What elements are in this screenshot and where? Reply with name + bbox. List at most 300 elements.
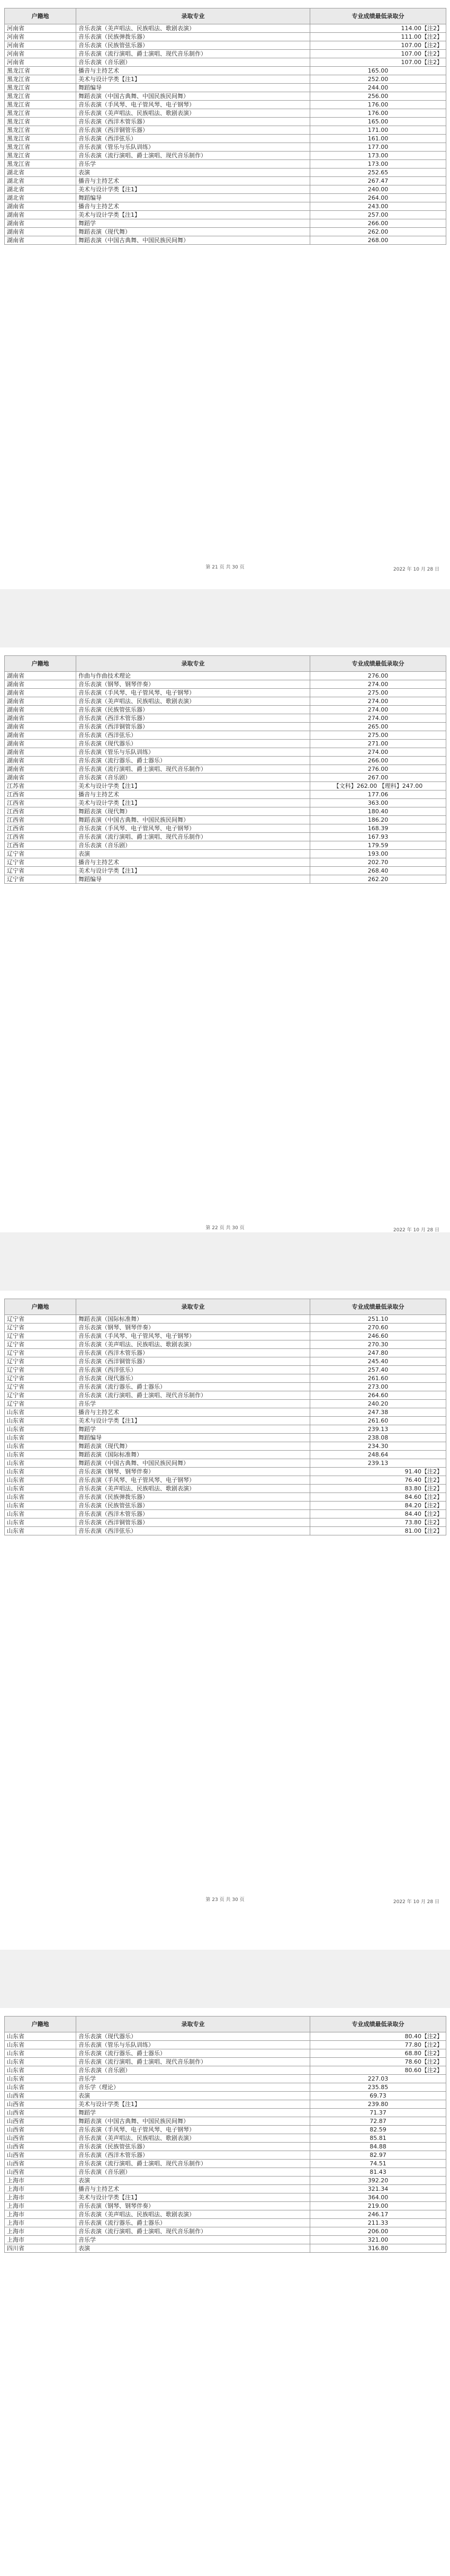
cell-major: 音乐表演（美声唱法、民族唱法、歌剧表演） bbox=[76, 1340, 310, 1349]
cell-major: 播音与主持艺术 bbox=[76, 2185, 310, 2193]
cell-province: 湖南省 bbox=[5, 731, 76, 740]
table-row bbox=[5, 84, 446, 92]
cell-major: 音乐表演（管乐与乐队训练） bbox=[76, 2041, 310, 2049]
cell-province: 湖南省 bbox=[5, 202, 76, 211]
cell-province: 上海市 bbox=[5, 2185, 76, 2193]
cell-major: 音乐学 bbox=[76, 160, 310, 168]
table-row bbox=[5, 2227, 446, 2236]
cell-province: 山西省 bbox=[5, 2126, 76, 2134]
cell-major: 播音与主持艺术 bbox=[76, 858, 310, 867]
table-row bbox=[5, 1493, 446, 1502]
table-row bbox=[5, 2177, 446, 2185]
cell-major: 舞蹈表演（现代舞） bbox=[76, 228, 310, 236]
cell-score: 80.60【注2】 bbox=[310, 2066, 446, 2075]
table-row bbox=[5, 680, 446, 689]
table-row bbox=[5, 236, 446, 245]
cell-province: 湖南省 bbox=[5, 757, 76, 765]
cell-province: 辽宁省 bbox=[5, 1340, 76, 1349]
table-row bbox=[5, 1323, 446, 1332]
cell-score: 69.73 bbox=[310, 2092, 446, 2100]
table-row bbox=[5, 2168, 446, 2177]
table-row bbox=[5, 1502, 446, 1510]
cell-province: 黑龙江省 bbox=[5, 67, 76, 75]
cell-major: 音乐表演（流行演唱、爵士演唱、现代音乐制作） bbox=[76, 1391, 310, 1400]
cell-major: 音乐表演（手风琴、电子管风琴、电子钢琴） bbox=[76, 101, 310, 109]
cell-score: 91.40【注2】 bbox=[310, 1468, 446, 1476]
cell-score: 193.00 bbox=[310, 850, 446, 858]
cell-score: 227.03 bbox=[310, 2075, 446, 2083]
cell-province: 山东省 bbox=[5, 1502, 76, 1510]
cell-score: 274.00 bbox=[310, 706, 446, 714]
cell-major: 表演 bbox=[76, 2244, 310, 2253]
cell-score: 266.00 bbox=[310, 219, 446, 228]
cell-province: 湖北省 bbox=[5, 168, 76, 177]
cell-score: 202.70 bbox=[310, 858, 446, 867]
table-row bbox=[5, 152, 446, 160]
cell-score: 78.60【注2】 bbox=[310, 2058, 446, 2066]
cell-major: 音乐表演（西洋铜管乐器） bbox=[76, 126, 310, 135]
cell-major: 音乐表演（流行器乐、爵士器乐） bbox=[76, 1383, 310, 1391]
table-row bbox=[5, 185, 446, 194]
cell-major: 音乐表演（西洋铜管乐器） bbox=[76, 1357, 310, 1366]
cell-score: 245.40 bbox=[310, 1357, 446, 1366]
cell-major: 美术与设计学类【注1】 bbox=[76, 185, 310, 194]
cell-score: 270.30 bbox=[310, 1340, 446, 1349]
table-row bbox=[5, 1476, 446, 1485]
table-row bbox=[5, 858, 446, 867]
cell-province: 黑龙江省 bbox=[5, 143, 76, 152]
cell-province: 湖南省 bbox=[5, 714, 76, 723]
cell-province: 辽宁省 bbox=[5, 1383, 76, 1391]
cell-score: 168.39 bbox=[310, 824, 446, 833]
table-row bbox=[5, 219, 446, 228]
admission-score-table bbox=[4, 655, 446, 884]
cell-score: 252.65 bbox=[310, 168, 446, 177]
cell-major: 舞蹈学 bbox=[76, 219, 310, 228]
cell-province: 江西省 bbox=[5, 790, 76, 799]
cell-province: 辽宁省 bbox=[5, 1374, 76, 1383]
cell-score: 161.00 bbox=[310, 135, 446, 143]
table-row bbox=[5, 126, 446, 135]
cell-major: 音乐学（理论） bbox=[76, 2083, 310, 2092]
cell-province: 湖南省 bbox=[5, 689, 76, 697]
cell-major: 美术与设计学类【注1】 bbox=[76, 867, 310, 875]
table-row bbox=[5, 135, 446, 143]
cell-major: 音乐表演（流行演唱、爵士演唱、现代音乐制作） bbox=[76, 2058, 310, 2066]
cell-major: 美术与设计学类【注1】 bbox=[76, 75, 310, 84]
cell-province: 山西省 bbox=[5, 2117, 76, 2126]
cell-province: 山东省 bbox=[5, 2066, 76, 2075]
cell-province: 山东省 bbox=[5, 1408, 76, 1417]
cell-province: 辽宁省 bbox=[5, 1315, 76, 1323]
cell-score: 167.93 bbox=[310, 833, 446, 841]
cell-score: 234.30 bbox=[310, 1442, 446, 1451]
cell-major: 美术与设计学类【注1】 bbox=[76, 2193, 310, 2202]
table-row bbox=[5, 58, 446, 67]
cell-score: 179.59 bbox=[310, 841, 446, 850]
cell-province: 山东省 bbox=[5, 1493, 76, 1502]
table-row bbox=[5, 2134, 446, 2143]
cell-province: 湖南省 bbox=[5, 680, 76, 689]
table-row bbox=[5, 2185, 446, 2193]
cell-province: 辽宁省 bbox=[5, 858, 76, 867]
cell-score: 266.00 bbox=[310, 757, 446, 765]
table-row bbox=[5, 2041, 446, 2049]
cell-province: 辽宁省 bbox=[5, 1323, 76, 1332]
cell-score: 240.20 bbox=[310, 1400, 446, 1408]
table-row bbox=[5, 757, 446, 765]
cell-major: 舞蹈编导 bbox=[76, 84, 310, 92]
cell-province: 黑龙江省 bbox=[5, 152, 76, 160]
cell-score: 165.00 bbox=[310, 118, 446, 126]
table-row bbox=[5, 168, 446, 177]
cell-score: 257.40 bbox=[310, 1366, 446, 1374]
table-row bbox=[5, 765, 446, 774]
table-row bbox=[5, 2100, 446, 2109]
cell-score: 176.00 bbox=[310, 101, 446, 109]
cell-province: 河南省 bbox=[5, 24, 76, 33]
cell-score: 239.13 bbox=[310, 1425, 446, 1434]
table-row bbox=[5, 2032, 446, 2041]
cell-major: 作曲与作曲技术理论 bbox=[76, 672, 310, 680]
header-province: 户籍地 bbox=[5, 656, 76, 672]
table-row bbox=[5, 1340, 446, 1349]
cell-province: 江西省 bbox=[5, 841, 76, 850]
cell-score: 107.00【注2】 bbox=[310, 58, 446, 67]
cell-province: 辽宁省 bbox=[5, 1391, 76, 1400]
cell-province: 山东省 bbox=[5, 2032, 76, 2041]
cell-score: 247.80 bbox=[310, 1349, 446, 1357]
cell-major: 舞蹈表演（中国古典舞、中国民族民间舞） bbox=[76, 236, 310, 245]
cell-score: 321.00 bbox=[310, 2236, 446, 2244]
cell-major: 表演 bbox=[76, 2092, 310, 2100]
cell-major: 舞蹈学 bbox=[76, 2109, 310, 2117]
cell-score: 84.60【注2】 bbox=[310, 1493, 446, 1502]
table-row bbox=[5, 782, 446, 790]
cell-province: 山西省 bbox=[5, 2100, 76, 2109]
cell-province: 山东省 bbox=[5, 1527, 76, 1535]
cell-province: 黑龙江省 bbox=[5, 84, 76, 92]
table-row bbox=[5, 2126, 446, 2134]
table-row bbox=[5, 1400, 446, 1408]
cell-major: 播音与主持艺术 bbox=[76, 177, 310, 185]
table-row bbox=[5, 41, 446, 50]
cell-score: 264.60 bbox=[310, 1391, 446, 1400]
cell-major: 音乐学 bbox=[76, 2236, 310, 2244]
cell-score: 84.40【注2】 bbox=[310, 1510, 446, 1518]
cell-province: 辽宁省 bbox=[5, 850, 76, 858]
cell-score: 275.00 bbox=[310, 731, 446, 740]
table-row bbox=[5, 143, 446, 152]
cell-score: 238.08 bbox=[310, 1434, 446, 1442]
cell-province: 湖南省 bbox=[5, 748, 76, 757]
cell-province: 山东省 bbox=[5, 2075, 76, 2083]
cell-major: 音乐表演（手风琴、电子管风琴、电子钢琴） bbox=[76, 824, 310, 833]
page-date: 2022 年 10 月 28 日 bbox=[393, 567, 439, 572]
table-row bbox=[5, 1417, 446, 1425]
admission-score-table bbox=[4, 2016, 446, 2253]
cell-score: 186.20 bbox=[310, 816, 446, 824]
cell-score: 107.00【注2】 bbox=[310, 50, 446, 58]
cell-province: 辽宁省 bbox=[5, 1349, 76, 1357]
cell-score: 265.00 bbox=[310, 723, 446, 731]
table-row bbox=[5, 689, 446, 697]
cell-major: 音乐表演（音乐剧） bbox=[76, 2168, 310, 2177]
cell-major: 音乐表演（音乐剧） bbox=[76, 2066, 310, 2075]
cell-province: 山东省 bbox=[5, 1518, 76, 1527]
cell-major: 美术与设计学类【注1】 bbox=[76, 211, 310, 219]
cell-score: 【文科】262.00 【理科】247.00 bbox=[310, 782, 446, 790]
table-row bbox=[5, 1485, 446, 1493]
cell-score: 246.60 bbox=[310, 1332, 446, 1340]
cell-province: 湖北省 bbox=[5, 177, 76, 185]
table-row bbox=[5, 731, 446, 740]
cell-province: 上海市 bbox=[5, 2193, 76, 2202]
cell-province: 山西省 bbox=[5, 2160, 76, 2168]
table-row bbox=[5, 1451, 446, 1459]
cell-province: 江西省 bbox=[5, 816, 76, 824]
cell-score: 268.00 bbox=[310, 236, 446, 245]
cell-score: 262.20 bbox=[310, 875, 446, 884]
cell-province: 湖北省 bbox=[5, 185, 76, 194]
cell-province: 湖南省 bbox=[5, 697, 76, 706]
cell-province: 湖南省 bbox=[5, 723, 76, 731]
table-row bbox=[5, 1349, 446, 1357]
cell-score: 275.00 bbox=[310, 689, 446, 697]
table-row bbox=[5, 816, 446, 824]
table-row bbox=[5, 850, 446, 858]
cell-province: 黑龙江省 bbox=[5, 135, 76, 143]
cell-score: 256.00 bbox=[310, 92, 446, 101]
cell-major: 播音与主持艺术 bbox=[76, 67, 310, 75]
cell-score: 171.00 bbox=[310, 126, 446, 135]
header-major: 录取专业 bbox=[76, 1299, 310, 1315]
cell-major: 音乐表演（流行演唱、爵士演唱、现代音乐制作） bbox=[76, 152, 310, 160]
cell-score: 271.00 bbox=[310, 740, 446, 748]
cell-major: 音乐表演（西洋木管乐器） bbox=[76, 118, 310, 126]
table-header-row bbox=[5, 8, 446, 24]
cell-major: 音乐表演（流行器乐、爵士器乐） bbox=[76, 2219, 310, 2227]
table-row bbox=[5, 2049, 446, 2058]
cell-score: 206.00 bbox=[310, 2227, 446, 2236]
page-date: 2022 年 10 月 28 日 bbox=[393, 1228, 439, 1233]
cell-score: 165.00 bbox=[310, 67, 446, 75]
table-row bbox=[5, 2058, 446, 2066]
cell-major: 音乐表演（民族弹拨乐器） bbox=[76, 1493, 310, 1502]
cell-score: 71.37 bbox=[310, 2109, 446, 2117]
table-row bbox=[5, 109, 446, 118]
page-date: 2022 年 10 月 28 日 bbox=[393, 1899, 439, 1905]
cell-major: 美术与设计学类【注1】 bbox=[76, 1417, 310, 1425]
table-row bbox=[5, 1510, 446, 1518]
table-row bbox=[5, 2109, 446, 2117]
cell-score: 252.00 bbox=[310, 75, 446, 84]
cell-score: 261.60 bbox=[310, 1374, 446, 1383]
header-major: 录取专业 bbox=[76, 656, 310, 672]
cell-score: 173.00 bbox=[310, 152, 446, 160]
table-row bbox=[5, 177, 446, 185]
table-row bbox=[5, 2066, 446, 2075]
document-page-3 bbox=[0, 1291, 450, 1950]
cell-score: 243.00 bbox=[310, 202, 446, 211]
cell-province: 江西省 bbox=[5, 824, 76, 833]
table-row bbox=[5, 1442, 446, 1451]
cell-score: 177.00 bbox=[310, 143, 446, 152]
cell-major: 舞蹈表演（现代舞） bbox=[76, 1442, 310, 1451]
table-row bbox=[5, 2193, 446, 2202]
table-row bbox=[5, 202, 446, 211]
cell-major: 音乐表演（西洋铜管乐器） bbox=[76, 723, 310, 731]
table-row bbox=[5, 228, 446, 236]
cell-major: 音乐表演（流行演唱、爵士演唱、现代音乐制作） bbox=[76, 765, 310, 774]
cell-score: 77.80【注2】 bbox=[310, 2041, 446, 2049]
cell-score: 239.80 bbox=[310, 2100, 446, 2109]
cell-score: 180.40 bbox=[310, 807, 446, 816]
table-row bbox=[5, 1391, 446, 1400]
cell-score: 235.85 bbox=[310, 2083, 446, 2092]
cell-province: 山东省 bbox=[5, 2041, 76, 2049]
cell-score: 111.00【注2】 bbox=[310, 33, 446, 41]
cell-score: 84.88 bbox=[310, 2143, 446, 2151]
cell-province: 江西省 bbox=[5, 799, 76, 807]
cell-province: 河南省 bbox=[5, 50, 76, 58]
cell-major: 音乐表演（管乐与乐队训练） bbox=[76, 748, 310, 757]
cell-province: 上海市 bbox=[5, 2210, 76, 2219]
cell-province: 黑龙江省 bbox=[5, 75, 76, 84]
cell-score: 173.00 bbox=[310, 160, 446, 168]
table-row bbox=[5, 2210, 446, 2219]
cell-province: 辽宁省 bbox=[5, 867, 76, 875]
cell-major: 音乐表演（手风琴、电子管风琴、电子钢琴） bbox=[76, 1476, 310, 1485]
document-page-1 bbox=[0, 0, 450, 589]
cell-score: 274.00 bbox=[310, 748, 446, 757]
cell-province: 山东省 bbox=[5, 2049, 76, 2058]
table-row bbox=[5, 24, 446, 33]
cell-province: 上海市 bbox=[5, 2236, 76, 2244]
cell-major: 音乐表演（民族管弦乐器） bbox=[76, 1502, 310, 1510]
cell-major: 音乐表演（钢琴、钢琴伴奏） bbox=[76, 1323, 310, 1332]
cell-score: 321.34 bbox=[310, 2185, 446, 2193]
cell-major: 表演 bbox=[76, 2177, 310, 2185]
table-row bbox=[5, 740, 446, 748]
table-row bbox=[5, 1408, 446, 1417]
cell-major: 音乐表演（西洋木管乐器） bbox=[76, 1510, 310, 1518]
cell-major: 音乐表演（钢琴、钢琴伴奏） bbox=[76, 1468, 310, 1476]
cell-province: 山东省 bbox=[5, 1459, 76, 1468]
cell-province: 黑龙江省 bbox=[5, 92, 76, 101]
cell-major: 音乐表演（西洋弦乐） bbox=[76, 731, 310, 740]
cell-province: 山东省 bbox=[5, 1510, 76, 1518]
cell-score: 83.80【注2】 bbox=[310, 1485, 446, 1493]
cell-major: 音乐表演（流行器乐、爵士器乐） bbox=[76, 2049, 310, 2058]
cell-major: 美术与设计学类【注1】 bbox=[76, 2100, 310, 2109]
table-row bbox=[5, 774, 446, 782]
cell-province: 辽宁省 bbox=[5, 1366, 76, 1374]
table-row bbox=[5, 1527, 446, 1535]
cell-major: 舞蹈表演（中国古典舞、中国民族民间舞） bbox=[76, 92, 310, 101]
cell-major: 音乐表演（民族弹拨乐器） bbox=[76, 33, 310, 41]
table-row bbox=[5, 1366, 446, 1374]
cell-province: 辽宁省 bbox=[5, 1332, 76, 1340]
cell-major: 音乐表演（美声唱法、民族唱法、歌剧表演） bbox=[76, 697, 310, 706]
cell-province: 四川省 bbox=[5, 2244, 76, 2253]
table-row bbox=[5, 101, 446, 109]
cell-province: 山东省 bbox=[5, 2083, 76, 2092]
cell-score: 84.20【注2】 bbox=[310, 1502, 446, 1510]
cell-major: 音乐表演（手风琴、电子管风琴、电子钢琴） bbox=[76, 689, 310, 697]
cell-province: 河南省 bbox=[5, 41, 76, 50]
table-header-row bbox=[5, 656, 446, 672]
cell-province: 黑龙江省 bbox=[5, 160, 76, 168]
cell-major: 舞蹈表演（现代舞） bbox=[76, 807, 310, 816]
cell-province: 山东省 bbox=[5, 1451, 76, 1459]
document-page-2 bbox=[0, 647, 450, 1232]
table-row bbox=[5, 1357, 446, 1366]
cell-major: 音乐表演（钢琴、钢琴伴奏） bbox=[76, 2202, 310, 2210]
table-row bbox=[5, 2075, 446, 2083]
cell-province: 江西省 bbox=[5, 833, 76, 841]
table-row bbox=[5, 1518, 446, 1527]
cell-major: 音乐表演（西洋木管乐器） bbox=[76, 1349, 310, 1357]
cell-province: 山西省 bbox=[5, 2109, 76, 2117]
cell-score: 264.00 bbox=[310, 194, 446, 202]
table-row bbox=[5, 1459, 446, 1468]
cell-major: 音乐表演（西洋弦乐） bbox=[76, 1366, 310, 1374]
table-row bbox=[5, 723, 446, 731]
cell-score: 73.80【注2】 bbox=[310, 1518, 446, 1527]
cell-province: 湖南省 bbox=[5, 774, 76, 782]
table-row bbox=[5, 2244, 446, 2253]
cell-major: 音乐表演（美声唱法、民族唱法、歌剧表演） bbox=[76, 2134, 310, 2143]
cell-score: 262.00 bbox=[310, 228, 446, 236]
table-row bbox=[5, 841, 446, 850]
table-row bbox=[5, 2151, 446, 2160]
cell-province: 湖南省 bbox=[5, 219, 76, 228]
table-row bbox=[5, 1332, 446, 1340]
header-province: 户籍地 bbox=[5, 1299, 76, 1315]
cell-score: 114.00【注2】 bbox=[310, 24, 446, 33]
cell-major: 音乐表演（钢琴、钢琴伴奏） bbox=[76, 680, 310, 689]
cell-score: 274.00 bbox=[310, 697, 446, 706]
cell-major: 舞蹈编导 bbox=[76, 875, 310, 884]
cell-score: 211.33 bbox=[310, 2219, 446, 2227]
cell-score: 261.60 bbox=[310, 1417, 446, 1425]
cell-score: 81.00【注2】 bbox=[310, 1527, 446, 1535]
table-row bbox=[5, 118, 446, 126]
cell-score: 276.00 bbox=[310, 672, 446, 680]
cell-score: 274.00 bbox=[310, 680, 446, 689]
cell-score: 74.51 bbox=[310, 2160, 446, 2168]
cell-major: 音乐表演（流行演唱、爵士演唱、现代音乐制作） bbox=[76, 2160, 310, 2168]
table-row bbox=[5, 875, 446, 884]
table-row bbox=[5, 1374, 446, 1383]
table-row bbox=[5, 50, 446, 58]
page-number: 第 22 页 共 30 页 bbox=[205, 1225, 245, 1231]
cell-major: 音乐表演（民族管弦乐器） bbox=[76, 2143, 310, 2151]
cell-score: 251.10 bbox=[310, 1315, 446, 1323]
cell-major: 音乐表演（音乐剧） bbox=[76, 841, 310, 850]
table-row bbox=[5, 867, 446, 875]
cell-province: 上海市 bbox=[5, 2202, 76, 2210]
cell-major: 音乐表演（民族管弦乐器） bbox=[76, 706, 310, 714]
cell-score: 246.17 bbox=[310, 2210, 446, 2219]
cell-province: 山东省 bbox=[5, 1442, 76, 1451]
cell-major: 表演 bbox=[76, 850, 310, 858]
cell-province: 湖南省 bbox=[5, 228, 76, 236]
cell-province: 河南省 bbox=[5, 33, 76, 41]
cell-major: 音乐表演（流行演唱、爵士演唱、现代音乐制作） bbox=[76, 833, 310, 841]
table-row bbox=[5, 2160, 446, 2168]
